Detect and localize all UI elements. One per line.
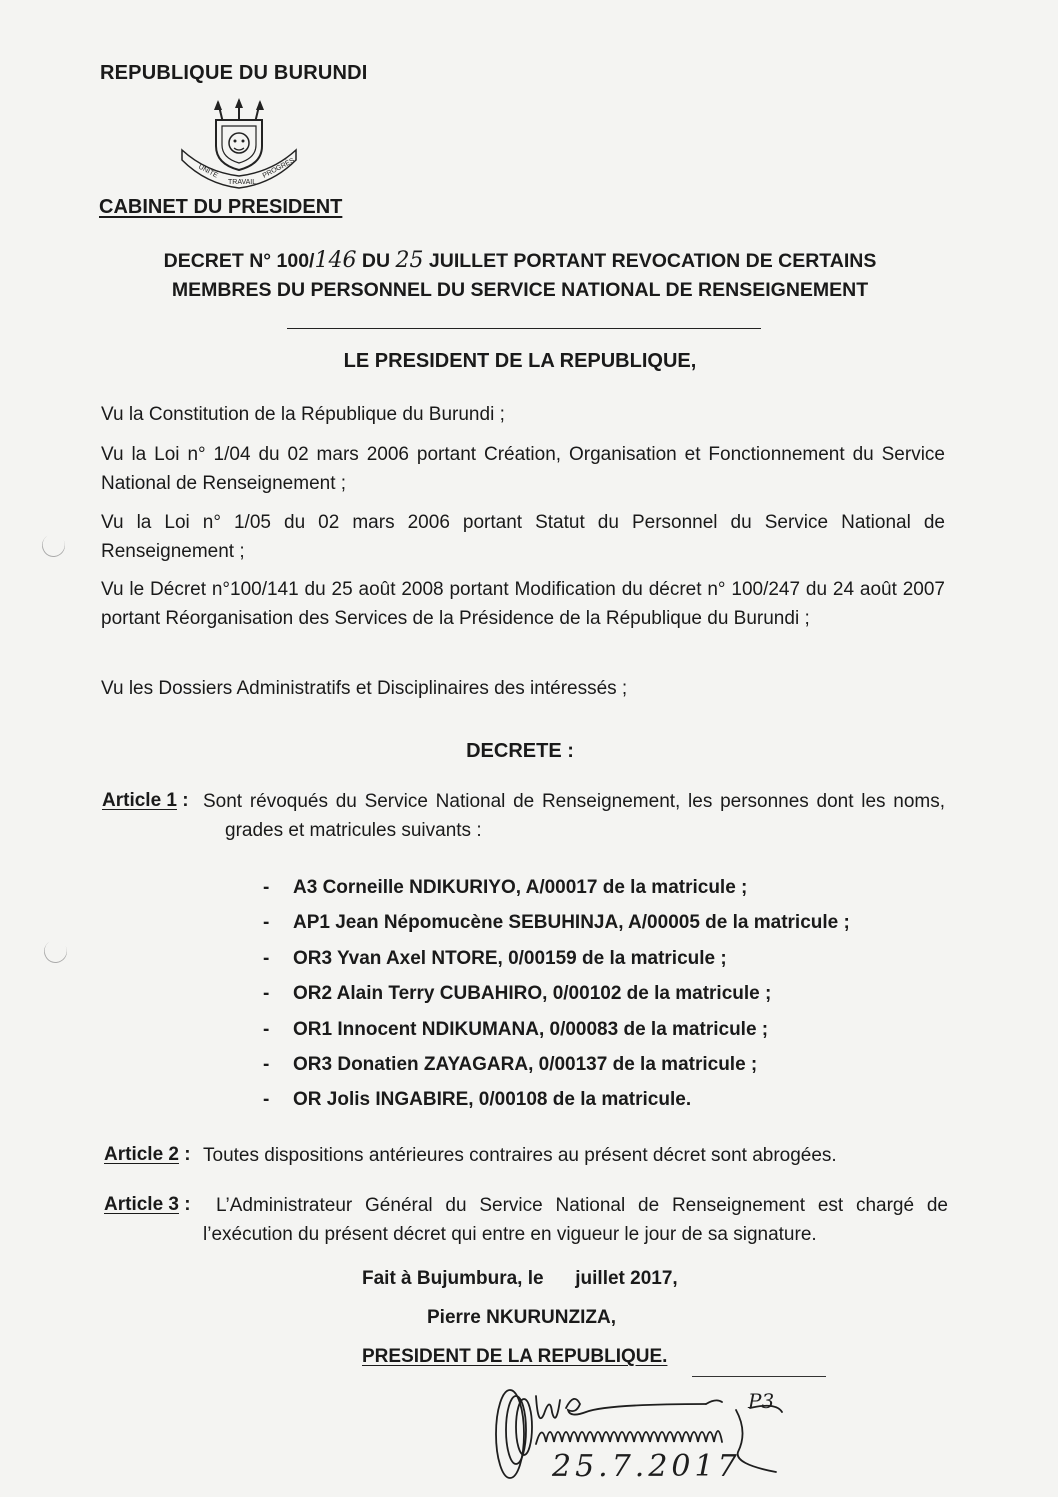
vu-clause-5: Vu les Dossiers Administratifs et Disciplinaires des intéressés ; — [101, 678, 628, 699]
decree-day-handwritten: 25 — [395, 248, 424, 273]
coat-of-arms-icon — [176, 98, 302, 198]
punch-hole-mark — [40, 936, 71, 967]
punch-hole-mark — [38, 530, 69, 561]
decree-number-handwritten: 146 — [314, 248, 357, 273]
list-item: - OR3 Yvan Axel NTORE, 0/00159 de la matricule ; — [263, 947, 727, 969]
list-item: - OR2 Alain Terry CUBAHIRO, 0/00102 de la matricule ; — [263, 983, 772, 1005]
decree-du: DU — [361, 250, 391, 272]
revoked-list — [263, 877, 963, 1125]
country-name: REPUBLIQUE DU BURUNDI — [100, 62, 368, 84]
motto-word-1: UNITÉ — [197, 163, 219, 180]
decree-prefix: DECRET N° 100/ — [163, 250, 315, 272]
decree-title-rest: JUILLET PORTANT REVOCATION DE CERTAINS — [428, 250, 877, 272]
article-1-text: Sont révoqués du Service National de Renseignement, les personnes dont les noms, grades et matricules suivants : — [203, 791, 945, 841]
decree-title-line-1 — [80, 246, 960, 276]
article-2-text: Toutes dispositions antérieures contraires au présent décret sont abrogées. — [203, 1145, 837, 1166]
signatory-name: Pierre NKURUNZIZA, — [427, 1307, 616, 1328]
decrete-heading: DECRETE : — [466, 740, 574, 762]
motto-word-2: TRAVAIL — [228, 179, 257, 186]
vu-clause-3: Vu la Loi n° 1/05 du 02 mars 2006 portant Statut du Personnel du Service National de Renseignement ; — [101, 512, 945, 562]
office-name: CABINET DU PRESIDENT — [99, 196, 343, 218]
list-item: - OR3 Donatien ZAYAGARA, 0/00137 de la matricule ; — [263, 1053, 758, 1075]
decree-title — [80, 246, 960, 305]
vu-clause-1: Vu la Constitution de la République du Burundi ; — [101, 404, 505, 425]
vu-clause-4: Vu le Décret n°100/141 du 25 août 2008 portant Modification du décret n° 100/247 du 24 août 2007 portant Réorganisation des Services de la Présidence de la République du Burundi ; — [101, 579, 945, 629]
article-2-label: Article 2 : — [104, 1144, 191, 1165]
article-3-label: Article 3 : — [104, 1194, 191, 1215]
place-and-date: Fait à Bujumbura, le juillet 2017, — [362, 1268, 678, 1289]
signatory-title: PRESIDENT DE LA REPUBLIQUE. — [362, 1346, 668, 1367]
signature-date-handwritten: 25.7.2017 — [552, 1449, 741, 1482]
list-item: - AP1 Jean Népomucène SEBUHINJA, A/00005 de la matricule ; — [263, 912, 850, 934]
article-1-label: Article 1 : — [102, 790, 189, 811]
signature-initials: P3 — [748, 1389, 775, 1413]
list-item: - A3 Corneille NDIKURIYO, A/00017 de la matricule ; — [263, 877, 748, 898]
article-3-text: L’Administrateur Général du Service National de Renseignement est chargé de l’exécution du présent décret qui entre en vigueur le jour de sa signature. — [203, 1195, 948, 1245]
list-item: - OR Jolis INGABIRE, 0/00108 de la matricule. — [263, 1089, 692, 1111]
handwritten-signature-icon — [486, 1372, 786, 1482]
vu-clause-2: Vu la Loi n° 1/04 du 02 mars 2006 portant Création, Organisation et Fonctionnement du Service National de Renseignement ; — [101, 444, 945, 494]
motto-word-3: PROGRÈS — [261, 157, 296, 180]
decree-title-line-2: MEMBRES DU PERSONNEL DU SERVICE NATIONAL DE RENSEIGNEMENT — [171, 279, 869, 301]
title-divider — [287, 328, 761, 329]
president-heading: LE PRESIDENT DE LA REPUBLIQUE, — [343, 350, 697, 372]
list-item: - OR1 Innocent NDIKUMANA, 0/00083 de la matricule ; — [263, 1018, 769, 1040]
